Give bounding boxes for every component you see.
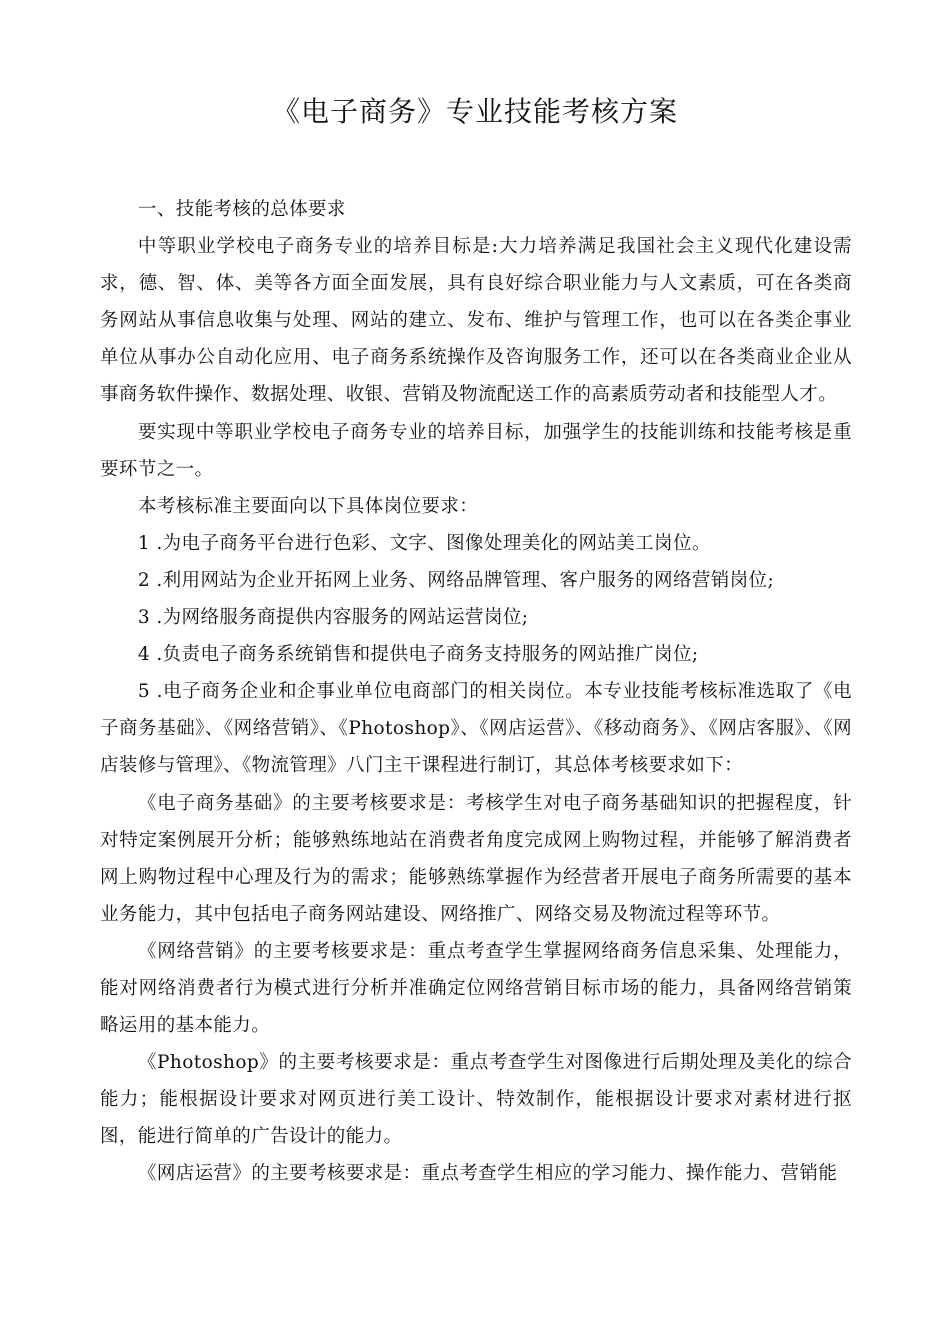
paragraph-photoshop: 《Photoshop》的主要考核要求是：重点考查学生对图像进行后期处理及美化的综合能力；能根据设计要求对网页进行美工设计、特效制作，能根据设计要求对素材进行抠图，能进行简单的广告设计的能力。: [100, 1052, 852, 1148]
paragraph-network-marketing: 《网络营销》的主要考核要求是：重点考查学生掌握网络商务信息采集、处理能力，能对网络消费者行为模式进行分析并准确定位网络营销目标市场的能力，具备网络营销策略运用的基本能力。: [100, 940, 852, 1037]
paragraph-ecommerce-basics: 《电子商务基础》的主要考核要求是：考核学生对电子商务基础知识的把握程度，针对特定案例展开分析；能够熟练地站在消费者角度完成网上购物过程，并能够了解消费者网上购物过程中心理及行为的需求；能够熟练掌握作为经营者开展电子商务所需要的基本业务能力，其中包括电子商务网站建设、网络推广、网络交易及物流过程等环节。: [100, 792, 852, 925]
paragraph-positions-intro: 本考核标准主要面向以下具体岗位要求：: [137, 495, 479, 517]
paragraph-importance: 要实现中等职业学校电子商务专业的培养目标，加强学生的技能训练和技能考核是重要环节之一。: [100, 421, 852, 480]
list-item-position-3: 3 .为网络服务商提供内容服务的网站运营岗位;: [137, 607, 529, 629]
paragraph-training-goal: 中等职业学校电子商务专业的培养目标是:大力培养满足我国社会主义现代化建设需求，德、智、体、美等各方面全面发展，具有良好综合职业能力与人文素质，可在各类商务网站从事信息收集与处理、网站的建立、发布、维护与管理工作，也可以在各类企事业单位从事办公自动化应用、电子商务系统操作及咨询服务工作，还可以在各类商业企业从事商务软件操作、数据处理、收银、营销及物流配送工作的高素质劳动者和技能型人才。: [100, 236, 852, 406]
section-heading: 一、技能考核的总体要求: [137, 199, 346, 220]
document-body: [100, 191, 852, 1193]
document-title: 《电子商务》专业技能考核方案: [271, 95, 678, 128]
paragraph-store-operation: 《网店运营》的主要考核要求是：重点考查学生相应的学习能力、操作能力、营销能: [137, 1163, 838, 1185]
list-item-position-1: 1 .为电子商务平台进行色彩、文字、图像处理美化的网站美工岗位。: [137, 532, 711, 554]
list-item-position-4: 4 .负责电子商务系统销售和提供电子商务支持服务的网站推广岗位;: [137, 644, 699, 666]
list-item-position-2: 2 .利用网站为企业开拓网上业务、网络品牌管理、客户服务的网络营销岗位;: [137, 569, 775, 591]
list-item-position-5: 5 .电子商务企业和企事业单位电商部门的相关岗位。本专业技能考核标准选取了《电子商务基础》、《网络营销》、《Photoshop》、《网店运营》、《移动商务》、《网店客服》、《网店装修与管理》、《物流管理》八门主干课程进行制订，其总体考核要求如下：: [100, 681, 852, 777]
